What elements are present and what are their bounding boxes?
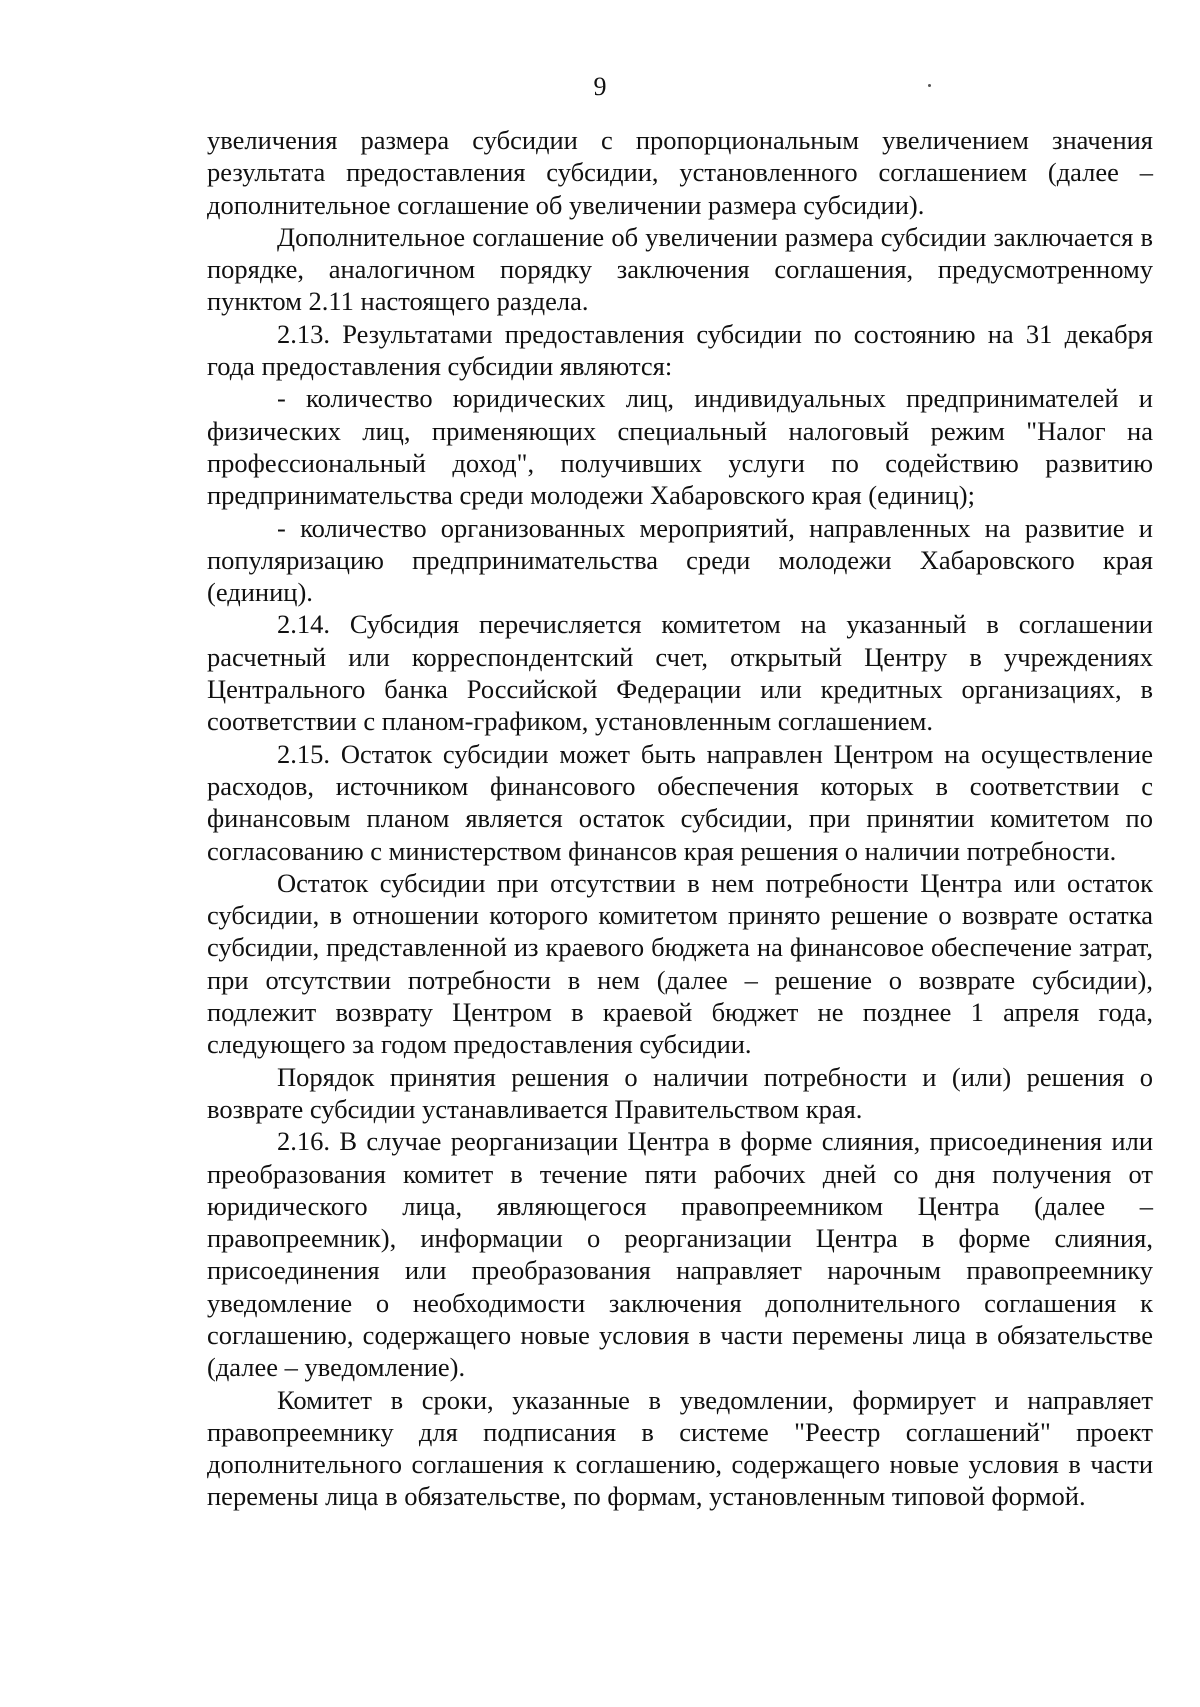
paragraph-2-13: 2.13. Результатами предоставления субсидии по состоянию на 31 декабря года предоставления субсидии являются:	[207, 318, 1153, 382]
paragraph-continuation: увеличения размера субсидии с пропорциональным увеличением значения результата предоставления субсидии, установленного соглашением (далее – дополнительное соглашение об увеличении размера субсидии).	[207, 125, 1153, 220]
page-number: 9	[593, 72, 607, 101]
list-item-result-2: - количество организованных мероприятий, направленных на развитие и популяризацию предпринимательства среди молодежи Хабаровского края (единиц).	[207, 512, 1153, 608]
paragraph-decision-procedure: Порядок принятия решения о наличии потребности и (или) решения о возврате субсидии устанавливается Правительством края.	[207, 1061, 1153, 1124]
scan-speck	[928, 84, 931, 87]
paragraph-committee-deadline: Комитет в сроки, указанные в уведомлении, формирует и направляет правопреемнику для подписания в системе "Реестр соглашений" проект дополнительного соглашения к соглашению, содержащего новые условия в части перемены лица в обязательстве, по формам, установленным типовой формой.	[207, 1384, 1153, 1512]
document-body	[207, 124, 1153, 1513]
list-item-result-1: - количество юридических лиц, индивидуальных предпринимателей и физических лиц, применяющих специальный налоговый режим "Налог на профессиональный доход", получивших услуги по содействию развитию предпринимательства среди молодежи Хабаровского края (единиц);	[207, 383, 1153, 511]
paragraph-additional-agreement: Дополнительное соглашение об увеличении размера субсидии заключается в порядке, аналогичном порядку заключения соглашения, предусмотренному пунктом 2.11 настоящего раздела.	[207, 221, 1153, 317]
paragraph-2-16: 2.16. В случае реорганизации Центра в форме слияния, присоединения или преобразования комитет в течение пяти рабочих дней со дня получения от юридического лица, являющегося правопреемником Центра (далее – правопреемник), информации о реорганизации Центра в форме слияния, присоединения или преобразования направляет нарочным правопреемнику уведомление о необходимости заключения дополнительного соглашения к соглашению, содержащего новые условия в части перемены лица в обязательстве (далее – уведомление).	[207, 1126, 1153, 1383]
paragraph-remainder-return: Остаток субсидии при отсутствии в нем потребности Центра или остаток субсидии, в отношении которого комитетом принято решение о возврате остатка субсидии, представленной из краевого бюджета на финансовое обеспечение затрат, при отсутствии потребности в нем (далее – решение о возврате субсидии), подлежит возврату Центром в краевой бюджет не позднее 1 апреля года, следующего за годом предоставления субсидии.	[207, 867, 1153, 1060]
paragraph-2-14: 2.14. Субсидия перечисляется комитетом на указанный в соглашении расчетный или корреспондентский счет, открытый Центру в учреждениях Центрального банка Российской Федерации или кредитных организациях, в соответствии с планом-графиком, установленным соглашением.	[207, 609, 1153, 737]
paragraph-2-15: 2.15. Остаток субсидии может быть направлен Центром на осуществление расходов, источником финансового обеспечения которых в соответствии с финансовым планом является остаток субсидии, при принятии комитетом по согласованию с министерством финансов края решения о наличии потребности.	[207, 738, 1153, 866]
